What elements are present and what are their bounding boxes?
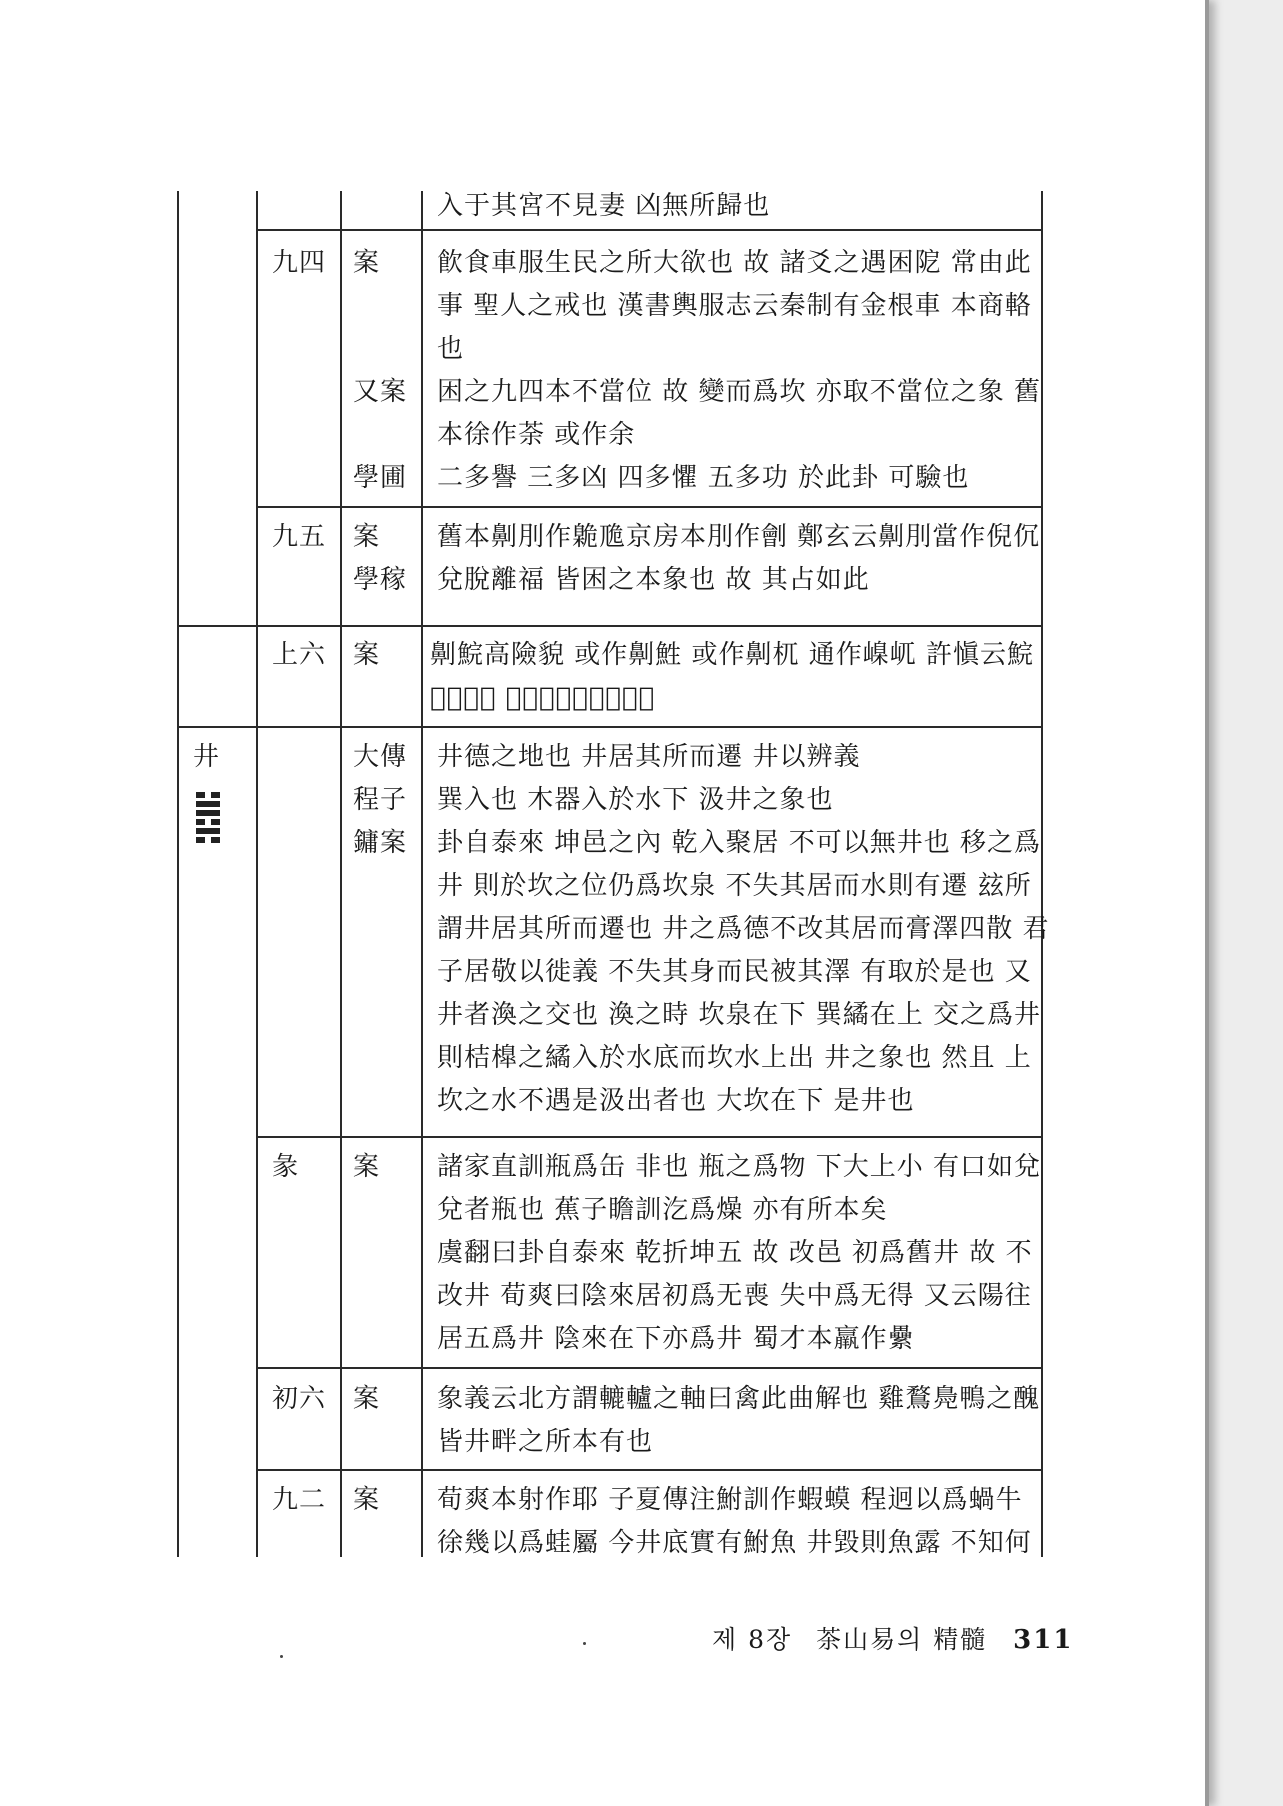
row-text-line: 荀爽本射作耶 子夏傳注鮒訓作蝦蟆 程迥以爲蝸牛 bbox=[437, 1485, 1023, 1515]
tag-label: 學圃 bbox=[353, 463, 408, 493]
table-row bbox=[437, 185, 770, 228]
tag-label: 案 bbox=[353, 1485, 381, 1515]
tag-label: 學稼 bbox=[353, 565, 408, 595]
tag-label: 案 bbox=[353, 248, 381, 278]
row-text-line: 二多譽 三多凶 四多懼 五多功 於此卦 可驗也 bbox=[437, 463, 970, 493]
row-text-line: 巽入也 木器入於水下 汲井之象也 bbox=[437, 785, 834, 815]
tag-label: 大傳 bbox=[353, 742, 408, 772]
page-footer bbox=[712, 1620, 1073, 1656]
tag-column bbox=[353, 736, 407, 865]
table-row bbox=[437, 736, 1050, 1123]
tag-label: 鏞案 bbox=[353, 828, 408, 858]
row-text-line: 井 則於坎之位仍爲坎泉 不失其居而水則有遷 玆所 bbox=[437, 871, 1032, 901]
hexagram-symbol-icon bbox=[196, 792, 220, 844]
scan-speck bbox=[280, 1655, 283, 1658]
tag-label bbox=[353, 285, 407, 328]
row-text-line: 卦自泰來 坤邑之內 乾入聚居 不可以無井也 移之爲 bbox=[437, 828, 1042, 858]
table-column-divider bbox=[256, 191, 258, 1557]
table-row bbox=[430, 634, 1034, 720]
row-text-line: 徐幾以爲蛙屬 今井底實有鮒魚 井毀則魚露 不知何 bbox=[437, 1528, 1032, 1558]
table-column-divider bbox=[421, 191, 423, 1557]
table-row-divider bbox=[256, 1469, 1043, 1471]
tag-column bbox=[353, 242, 407, 500]
row-text-line: 井者渙之交也 渙之時 坎泉在下 巽繘在上 交之爲井 bbox=[437, 1000, 1042, 1030]
chapter-title: 茶山易의 精髓 bbox=[816, 1625, 988, 1654]
table-row bbox=[437, 1146, 1041, 1361]
row-text-line: 𡾎不安也 總之爲艮山嵑屼之象 bbox=[430, 683, 656, 713]
yao-label: 九二 bbox=[272, 1485, 327, 1515]
row-text-line: 改井 荀爽曰陰來居初爲无喪 失中爲无得 又云陽往 bbox=[437, 1281, 1032, 1311]
table-row-divider bbox=[256, 1136, 1043, 1138]
row-text-line: 居五爲井 陰來在下亦爲井 蜀才本羸作纍 bbox=[437, 1324, 915, 1354]
table-row-divider bbox=[256, 1367, 1043, 1369]
yao-label: 彖 bbox=[272, 1152, 300, 1182]
row-text-line: 井德之地也 井居其所而遷 井以辨義 bbox=[437, 742, 861, 772]
row-text-line: 本徐作荼 或作余 bbox=[437, 420, 636, 450]
table-column-divider bbox=[340, 191, 342, 1557]
tag-label bbox=[353, 414, 407, 457]
tag-label bbox=[353, 328, 407, 371]
row-text-line: 入于其宮不見妻 凶無所歸也 bbox=[437, 191, 771, 221]
table-row bbox=[437, 1479, 1032, 1565]
row-text-line: 舊本劓刖作臲卼京房本刖作劊 鄭玄云劓刖當作倪伔 bbox=[437, 522, 1041, 552]
row-text-line: 虞翻曰卦自泰來 乾折坤五 故 改邑 初爲舊井 故 不 bbox=[437, 1238, 1033, 1268]
table-row bbox=[437, 516, 1040, 602]
row-text-line: 謂井居其所而遷也 井之爲德不改其居而膏澤四散 君 bbox=[437, 914, 1050, 944]
row-text-line: 兌者瓶也 蕉子瞻訓汔爲燥 亦有所本矣 bbox=[437, 1195, 888, 1225]
row-text-line: 事 聖人之戒也 漢書輿服志云秦制有金根車 本商輅 bbox=[437, 291, 1032, 321]
row-text-line: 困之九四本不當位 故 變而爲坎 亦取不當位之象 舊 bbox=[437, 377, 1042, 407]
yao-label: 九五 bbox=[272, 522, 327, 552]
gua-name: 井 bbox=[193, 742, 221, 772]
tag-label: 案 bbox=[353, 640, 381, 670]
tag-label: 案 bbox=[353, 1152, 381, 1182]
page-number: 311 bbox=[1013, 1625, 1074, 1655]
tag-label: 案 bbox=[353, 1384, 381, 1414]
yao-label: 初六 bbox=[272, 1384, 327, 1414]
table-row-divider bbox=[177, 726, 1043, 728]
table-border-left bbox=[177, 191, 179, 1557]
table-row bbox=[437, 1378, 1040, 1464]
row-text-line: 坎之水不遇是汲出者也 大坎在下 是井也 bbox=[437, 1086, 915, 1116]
tag-label: 又案 bbox=[353, 377, 408, 407]
row-text-line: 飮食車服生民之所大欲也 故 諸爻之遇困阸 常由此 bbox=[437, 248, 1032, 278]
tag-column bbox=[353, 516, 407, 602]
row-text-line: 也 bbox=[437, 334, 465, 364]
row-text-line: 象義云北方謂轆轤之軸曰禽此曲解也 雞鶩鳧鴨之醜 bbox=[437, 1384, 1041, 1414]
row-text-line: 則桔橰之繘入於水底而坎水上出 井之象也 然且 上 bbox=[437, 1043, 1032, 1073]
row-text-line: 兌脫離福 皆困之本象也 故 其占如此 bbox=[437, 565, 870, 595]
table-row-divider bbox=[256, 229, 1043, 231]
yao-label: 九四 bbox=[272, 248, 327, 278]
row-text-line: 劓鯇高險貌 或作劓鮏 或作劓杌 通作嵲屼 許愼云鯇 bbox=[430, 640, 1035, 670]
row-text-line: 皆井畔之所本有也 bbox=[437, 1427, 654, 1457]
chapter-label: 제 8장 bbox=[712, 1625, 793, 1654]
table-row bbox=[437, 242, 1041, 500]
yao-label: 上六 bbox=[272, 640, 327, 670]
table-row-divider bbox=[256, 506, 1043, 508]
tag-label: 案 bbox=[353, 522, 381, 552]
tag-label: 程子 bbox=[353, 785, 408, 815]
table-row-divider bbox=[177, 625, 1043, 627]
scan-speck bbox=[583, 1642, 586, 1645]
row-text-line: 子居敬以徙義 不失其身而民被其澤 有取於是也 又 bbox=[437, 957, 1032, 987]
row-text-line: 諸家直訓瓶爲缶 非也 瓶之爲物 下大上小 有口如兌 bbox=[437, 1152, 1042, 1182]
